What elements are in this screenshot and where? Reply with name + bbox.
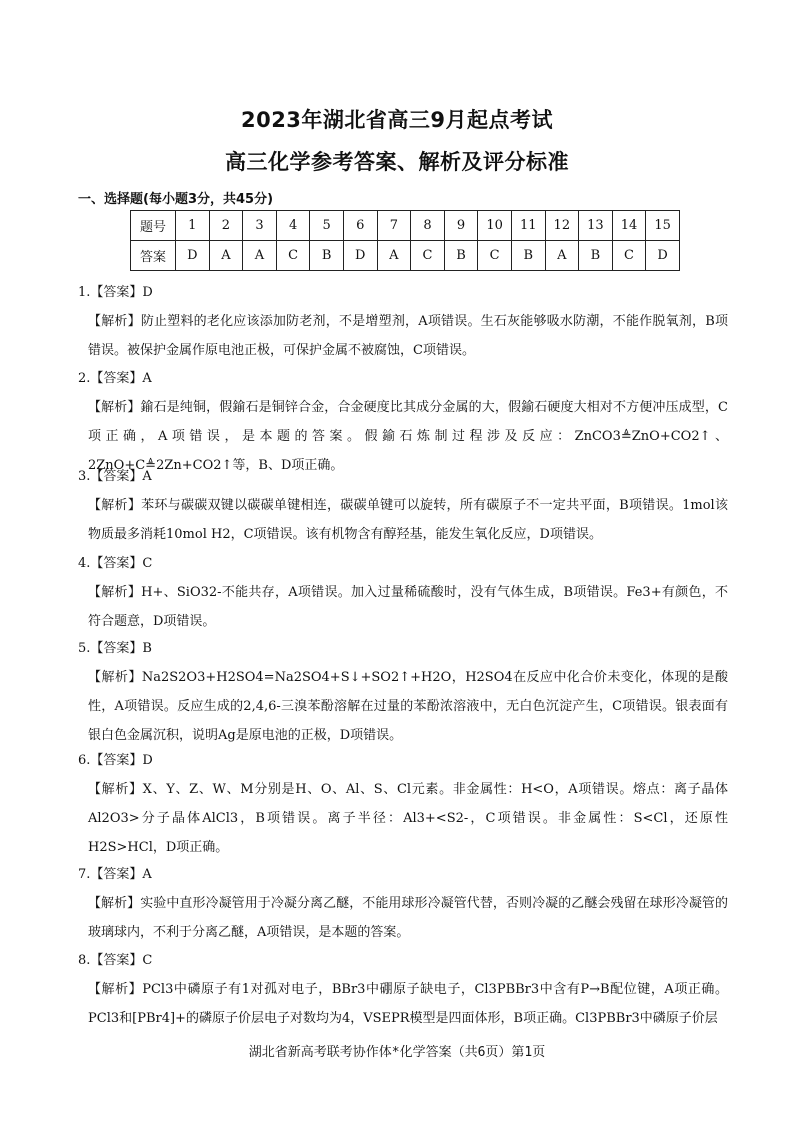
table-cell: 15 [646,211,680,241]
explanation: 【解析】X、Y、Z、W、M分别是H、O、Al、S、Cl元素。非金属性：H<O，A项错误。熔点：离子晶体Al2O3>分子晶体AlCl3，B项错误。离子半径：Al3+<S2-，C项错误。非金属性：S<Cl，还原性H2S>HCl，D项正确。 [88,782,728,855]
table-cell: B [444,241,478,271]
table-cell: D [646,241,680,271]
question-number: 3. [78,469,91,484]
table-cell: B [511,241,545,271]
row-label: 答案 [131,241,176,271]
section-title: 一、选择题(每小题3分，共45分) [78,192,274,207]
question-number: 1. [78,285,91,300]
answer-line [78,549,728,578]
table-cell: 4 [276,211,310,241]
table-cell: 8 [411,211,445,241]
table-cell: 7 [377,211,411,241]
question-number: 8. [78,953,91,968]
explanation: 【解析】H+、SiO32-不能共存，A项错误。加入过量稀硫酸时，没有气体生成，B项错误。Fe3+有颜色，不符合题意，D项错误。 [88,585,728,629]
answer-line [78,462,728,491]
answer-text: 【答案】D [90,753,153,768]
table-cell: C [612,241,646,271]
table-cell: A [377,241,411,271]
answer-text: 【答案】A [90,469,152,484]
answer-line [78,860,728,889]
page-footer: 湖北省新高考联考协作体*化学答案（共6页）第1页 [248,1045,546,1060]
explanation: 【解析】Na2S2O3+H2SO4=Na2SO4+S↓+SO2↑+H2O，H2SO4在反应中化合价未变化，体现的是酸性，A项错误。反应生成的2,4,6-三溴苯酚溶解在过量的苯酚浓溶液中，无白色沉淀产生，C项错误。银表面有银白色金属沉积，说明Ag是原电池的正极，D项错误。 [88,670,728,743]
table-cell: 13 [579,211,613,241]
table-cell: D [343,241,377,271]
answer-line [78,634,728,663]
answer-text: 【答案】B [90,641,152,656]
answer-text: 【答案】D [90,285,153,300]
question-number: 6. [78,753,91,768]
question-number: 5. [78,641,91,656]
table-cell: C [478,241,512,271]
question-number: 2. [78,371,91,386]
table-cell: 2 [209,211,243,241]
explanation: 【解析】PCl3中磷原子有1对孤对电子，BBr3中硼原子缺电子，Cl3PBBr3中含有P→B配位键，A项正确。PCl3和[PBr4]+的磷原子价层电子对数均为4，VSEPR模型是四面体形，B项正确。Cl3PBBr3中磷原子价层 [88,982,728,1026]
answer-text: 【答案】A [90,371,152,386]
question-6 [78,746,728,862]
question-7 [78,860,728,947]
answer-line [78,278,728,307]
table-cell: 12 [545,211,579,241]
table-cell: 10 [478,211,512,241]
answer-row [131,241,680,271]
explanation: 【解析】实验中直形冷凝管用于冷凝分离乙醚，不能用球形冷凝管代替，否则冷凝的乙醚会残留在球形冷凝管的玻璃球内，不利于分离乙醚，A项错误，是本题的答案。 [88,896,728,940]
table-cell: 1 [176,211,210,241]
table-cell: C [411,241,445,271]
answer-text: 【答案】C [90,953,153,968]
explanation: 【解析】苯环与碳碳双键以碳碳单键相连，碳碳单键可以旋转，所有碳原子不一定共平面，B项错误。1mol该物质最多消耗10mol H2，C项错误。该有机物含有醇羟基，能发生氧化反应，D项错误。 [88,498,728,542]
answer-subtitle: 高三化学参考答案、解析及评分标准 [225,150,569,174]
table-cell: 9 [444,211,478,241]
answer-line [78,364,728,393]
answer-text: 【答案】A [90,867,152,882]
table-cell: 6 [343,211,377,241]
explanation: 【解析】防止塑料的老化应该添加防老剂，不是增塑剂，A项错误。生石灰能够吸水防潮，不能作脱氧剂，B项错误。被保护金属作原电池正极，可保护金属不被腐蚀，C项错误。 [88,314,728,358]
table-cell: 5 [310,211,344,241]
answer-table [130,210,680,271]
answer-text: 【答案】C [90,556,153,571]
question-1 [78,278,728,365]
table-cell: A [209,241,243,271]
table-cell: 14 [612,211,646,241]
question-8 [78,946,728,1033]
question-4 [78,549,728,636]
table-cell: D [176,241,210,271]
table-cell: 11 [511,211,545,241]
question-number: 4. [78,556,91,571]
question-5 [78,634,728,750]
table-cell: A [243,241,277,271]
table-cell: 3 [243,211,277,241]
question-number: 7. [78,867,91,882]
exam-title: 2023年湖北省高三9月起点考试 [240,108,554,132]
answer-line [78,946,728,975]
question-3 [78,462,728,549]
table-cell: B [579,241,613,271]
question-number-row [131,211,680,241]
table-cell: B [310,241,344,271]
table-cell: A [545,241,579,271]
row-label: 题号 [131,211,176,241]
answer-line [78,746,728,775]
explanation: 【解析】鍮石是纯铜，假鍮石是铜锌合金，合金硬度比其成分金属的大，假鍮石硬度大相对不方便冲压成型，C项正确，A项错误，是本题的答案。假鍮石炼制过程涉及反应：ZnCO3≜ZnO+CO2↑、2ZnO+C≜2Zn+CO2↑等，B、D项正确。 [88,400,728,473]
table-cell: C [276,241,310,271]
